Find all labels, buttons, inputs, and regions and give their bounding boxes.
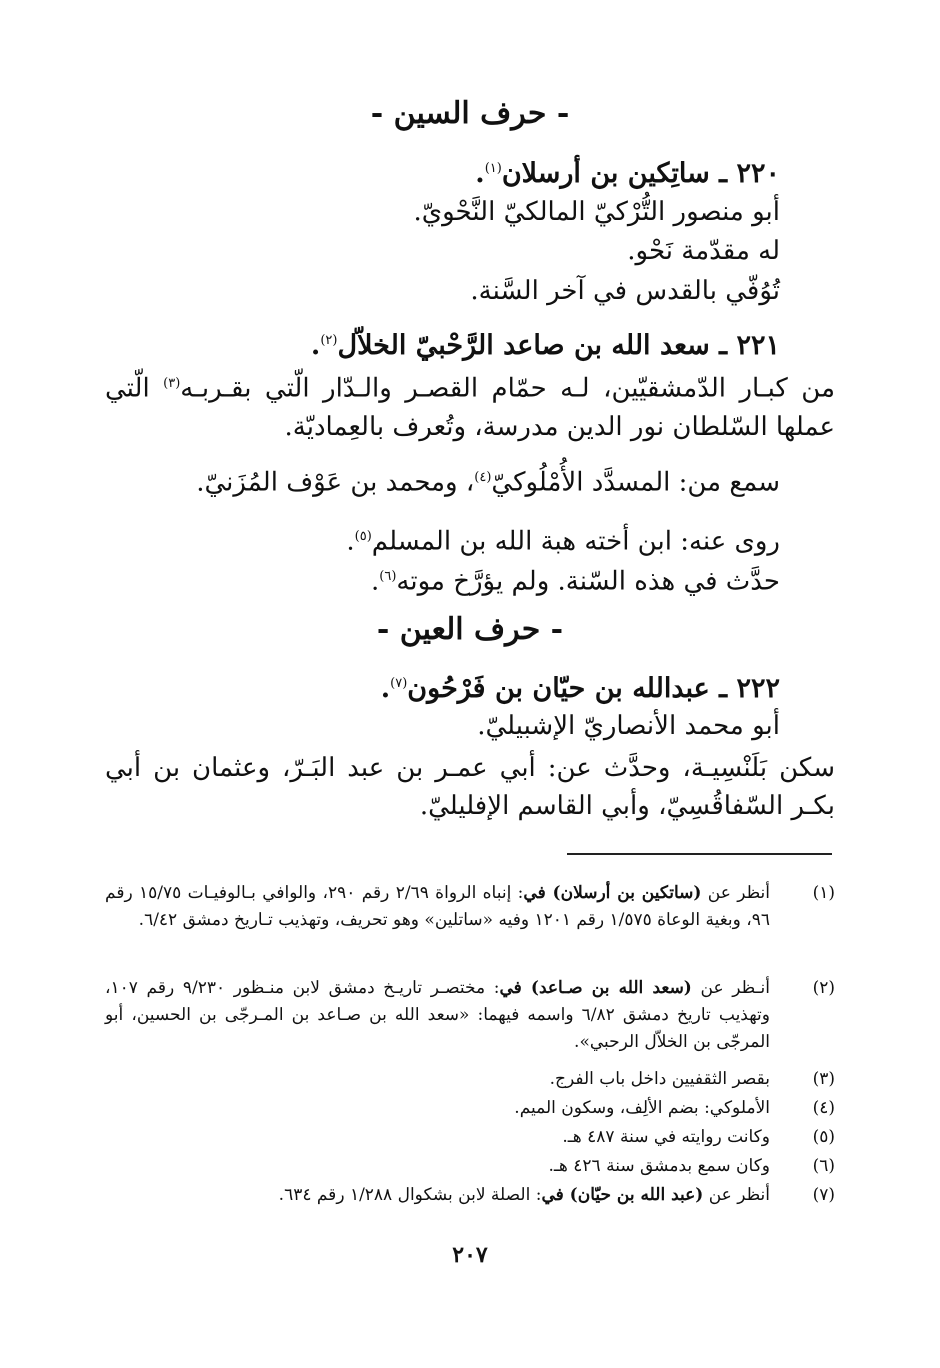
footnote-ref-6: (٦) — [379, 569, 397, 584]
entry-221-title: ٢٢١ ـ سعد الله بن صاعد الرَّحْبيّ الخلاّل — [337, 330, 780, 361]
footnote-text: الأملوكي: بضم الألِف، وسكون الميم. — [514, 1098, 770, 1118]
footnote-source: (عبد الله بن حيّان) في — [541, 1185, 704, 1205]
footnote-number: (١) — [812, 883, 835, 903]
entry-222-heading — [381, 665, 780, 708]
footnote-ref-5: (٥) — [354, 529, 372, 544]
footnote-text: بقصر الثقفيين داخل باب الفرج. — [549, 1069, 770, 1089]
section-title-seen: - حرف السين - — [370, 96, 570, 131]
footnote-source: (ساتكين بن أرسلان) في — [523, 883, 702, 903]
footnote-2 — [105, 975, 835, 1056]
entry-221-end: . — [310, 330, 321, 361]
footnote-text: أنظر عن — [703, 1185, 770, 1205]
footnote-ref-7: (٧) — [390, 676, 408, 691]
footnote-number: (٦) — [812, 1156, 835, 1176]
footnote-text: وكانت روايته في سنة ٤٨٧ هـ. — [562, 1127, 770, 1147]
footnote-4 — [105, 1095, 835, 1122]
footnote-text: أنـظر عن — [691, 978, 771, 998]
footnote-1 — [105, 880, 835, 934]
entry-221-paragraph-1 — [105, 365, 835, 446]
entry-221-p3-text-b: . — [346, 526, 355, 557]
entry-221-p3-text-a: روى عنه: ابن أخته هبة الله بن المسلم — [371, 526, 780, 557]
footnote-number: (٣) — [812, 1069, 835, 1089]
entry-220-title: ٢٢٠ ـ ساتِكين بن أرسلان — [501, 158, 780, 189]
footnote-text: : مختصـر تاريـخ دمشق لابن منـظور ٩/٢٣٠ رقم ١٠٧، وتهذيب تاريخ دمشق ٦/٨٢ واسمه فيهما: «سعد الله بن صـاعد بن المـرجّى بن الحسين، أبو المرجّى بن الخلاّل الرحبي». — [105, 978, 771, 1052]
entry-221-p4-text-a: حدَّث في هذه السّنة. ولم يؤرَّخ موته — [396, 566, 780, 597]
footnote-6 — [105, 1153, 835, 1180]
entry-222-paragraph-1: سكن بَلَنْسِيـة، وحدَّث عن: أبي عمـر بن عبد البَـرّ، وعثمان بن أبي بكـر السّفاقُسِيّ، وأبي القاسم الإفليليّ. — [105, 753, 835, 821]
footnote-text: : إنباه الرواة ٢/٦٩ رقم ٢٩٠، والوافي بـالوفيـات ١٥/٧٥ رقم ٩٦، وبغية الوعاة ١/٥٧٥ رقم ١٢٠١ وفيه «ساتلين» وهو تحريف، وتهذيب تـاريخ دمشق ٦/٤٢. — [105, 883, 770, 930]
entry-221-paragraph-3 — [346, 518, 780, 561]
entry-221-heading — [311, 322, 780, 365]
footnote-source: (سعد الله بن صـاعد) في — [499, 978, 692, 998]
footnote-text: أنظر عن — [701, 883, 771, 903]
entry-221-paragraph-4 — [371, 558, 780, 601]
footnote-number: (٤) — [812, 1098, 835, 1118]
footnote-number: (٧) — [812, 1185, 835, 1205]
entry-221-p2-text-b: ، ومحمد بن عَوْف المُزَنيّ. — [196, 467, 475, 498]
entry-222-line-1: أبو محمد الأنصاريّ الإشبيليّ. — [477, 711, 780, 741]
entry-221-paragraph-2 — [196, 459, 780, 502]
entry-221-p1-text-a: من كبـار الدّمشقيّين، لـه حمّام القصـر والـدّار الّتي بقـربـه — [180, 373, 835, 404]
footnote-text: : الصلة لابن بشكوال ١/٢٨٨ رقم ٦٣٤. — [278, 1185, 542, 1205]
page-number: ٢٠٧ — [452, 1242, 488, 1268]
footnote-separator — [567, 853, 832, 855]
entry-220-heading — [475, 150, 780, 193]
footnote-ref-4: (٤) — [474, 470, 492, 485]
entry-220-line-3: تُوُفّي بالقدس في آخر السَّنة. — [470, 276, 780, 306]
footnote-ref-3: (٣) — [163, 376, 181, 391]
footnote-text: وكان سمع بدمشق سنة ٤٢٦ هـ. — [548, 1156, 770, 1176]
footnote-ref-1: (١) — [484, 161, 502, 176]
footnote-3 — [105, 1066, 835, 1093]
footnote-number: (٥) — [812, 1127, 835, 1147]
footnote-ref-2: (٢) — [320, 333, 338, 348]
footnote-5 — [105, 1124, 835, 1151]
entry-221-p1-text-b: الّتي عملها السّلطان نور الدين مدرسة، وتُعرف بالعِماديّة. — [105, 373, 835, 442]
footnote-7 — [105, 1182, 835, 1209]
entry-221-p2-text-a: سمع من: المسدَّد الأُمْلُوكيّ — [491, 467, 780, 498]
entry-220-line-2: له مقدّمة نَحْو. — [627, 236, 780, 266]
entry-221-p4-text-b: . — [371, 566, 380, 597]
footnote-number: (٢) — [812, 978, 835, 998]
entry-220-line-1: أبو منصور التُّرْكيّ المالكيّ النَّحْويّ. — [413, 197, 780, 227]
section-title-ain: - حرف العين - — [376, 612, 564, 647]
entry-222-title: ٢٢٢ ـ عبدالله بن حيّان بن فَرْحُون — [407, 673, 780, 704]
entry-222-end: . — [380, 673, 391, 704]
entry-220-end: . — [475, 158, 485, 189]
